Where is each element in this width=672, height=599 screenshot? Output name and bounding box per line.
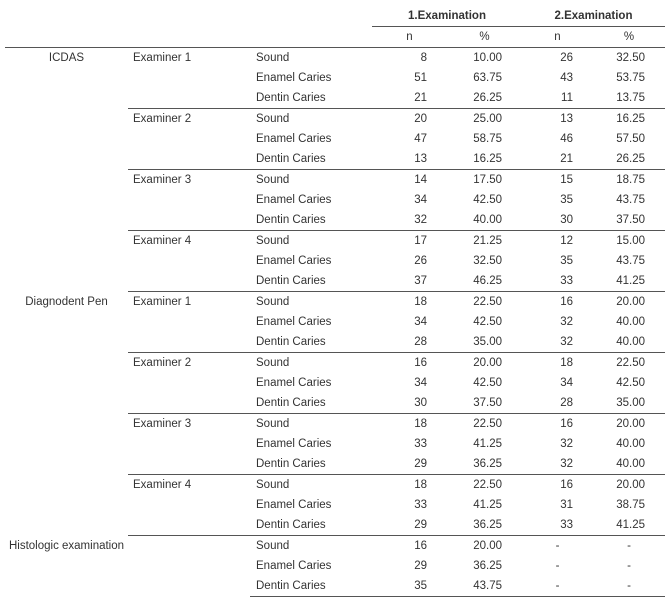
exam2-n-value: 33 bbox=[560, 275, 573, 287]
status-label: Enamel Caries bbox=[256, 316, 332, 328]
status-label: Sound bbox=[250, 536, 372, 557]
header-row-examinations bbox=[5, 5, 665, 27]
exam2-n-value: 26 bbox=[560, 52, 573, 64]
exam2-n-value: 28 bbox=[560, 397, 573, 409]
examiner-label: Examiner 3 bbox=[128, 414, 250, 475]
status-label: Enamel Caries bbox=[256, 194, 332, 206]
exam1-n-value: 18 bbox=[372, 475, 447, 496]
exam1-pct-value: 36.25 bbox=[473, 519, 502, 531]
exam1-pct-value: 10.00 bbox=[473, 52, 502, 64]
exam1-n-value: 51 bbox=[414, 72, 427, 84]
method-label: Histologic examination bbox=[8, 539, 125, 552]
exam1-pct-value: 63.75 bbox=[473, 72, 502, 84]
exam2-n-value: 34 bbox=[560, 377, 573, 389]
exam1-pct-value: 41.25 bbox=[473, 499, 502, 511]
status-label: Enamel Caries bbox=[256, 560, 332, 572]
status-label: Enamel Caries bbox=[256, 499, 332, 511]
exam1-n-value: 26 bbox=[414, 255, 427, 267]
header-empty-cell bbox=[128, 5, 250, 27]
exam2-pct-value: 41.25 bbox=[616, 275, 645, 287]
exam2-n-value: 35 bbox=[560, 255, 573, 267]
exam1-n-value: 17 bbox=[372, 231, 447, 252]
exam1-n-value: 16 bbox=[372, 353, 447, 374]
exam2-n-value: 32 bbox=[560, 316, 573, 328]
exam1-pct-value: 20.00 bbox=[447, 536, 522, 557]
status-label: Dentin Caries bbox=[256, 92, 326, 104]
method-label: ICDAS bbox=[48, 52, 85, 64]
exam2-n-value: 11 bbox=[561, 92, 573, 104]
exam2-n-value: 16 bbox=[522, 414, 593, 435]
exam1-pct-value: 21.25 bbox=[447, 231, 522, 252]
status-label: Sound bbox=[250, 292, 372, 313]
examiner-label: Examiner 1 bbox=[128, 292, 250, 353]
exam1-pct-value: 42.50 bbox=[473, 316, 502, 328]
header-n-exam1: n bbox=[372, 27, 447, 48]
table-header bbox=[5, 5, 665, 48]
exam1-n-value: 32 bbox=[414, 214, 427, 226]
exam2-pct-value: 53.75 bbox=[616, 72, 645, 84]
status-label: Sound bbox=[250, 109, 372, 130]
exam1-n-value: 47 bbox=[414, 133, 427, 145]
header-empty-cell bbox=[250, 27, 372, 48]
exam1-n-value: 29 bbox=[414, 458, 427, 470]
exam1-pct-value: 32.50 bbox=[473, 255, 502, 267]
status-label: Sound bbox=[250, 414, 372, 435]
exam1-n-value: 8 bbox=[420, 52, 427, 64]
status-label: Enamel Caries bbox=[256, 377, 332, 389]
status-label: Dentin Caries bbox=[256, 153, 326, 165]
exam1-n-value: 13 bbox=[414, 153, 427, 165]
exam1-n-value: 33 bbox=[414, 438, 427, 450]
exam2-n-value: 33 bbox=[560, 519, 573, 531]
status-label: Enamel Caries bbox=[256, 255, 332, 267]
exam2-n-value: 32 bbox=[560, 336, 573, 348]
header-empty-cell bbox=[5, 5, 128, 27]
exam2-pct-value: 57.50 bbox=[616, 133, 645, 145]
exam1-pct-value: 35.00 bbox=[473, 336, 502, 348]
exam2-pct-value: 40.00 bbox=[616, 458, 645, 470]
status-label: Enamel Caries bbox=[256, 72, 332, 84]
exam1-n-value: 33 bbox=[414, 499, 427, 511]
exam2-n-value: 21 bbox=[560, 153, 573, 165]
exam2-pct-value: 20.00 bbox=[593, 414, 665, 435]
exam1-pct-value: 22.50 bbox=[447, 475, 522, 496]
status-label: Dentin Caries bbox=[256, 397, 326, 409]
status-label: Dentin Caries bbox=[256, 336, 326, 348]
header-row-units bbox=[5, 27, 665, 48]
exam2-pct-value: 15.00 bbox=[593, 231, 665, 252]
examiner-label: Examiner 4 bbox=[128, 475, 250, 536]
examiner-label: Examiner 3 bbox=[128, 170, 250, 231]
exam2-pct-value: 35.00 bbox=[616, 397, 645, 409]
exam2-n-value: - bbox=[522, 536, 593, 557]
status-label: Dentin Caries bbox=[256, 214, 326, 226]
exam2-pct-value: 43.75 bbox=[616, 255, 645, 267]
exam1-n-value: 35 bbox=[372, 576, 447, 597]
exam2-pct-value: 42.50 bbox=[616, 377, 645, 389]
exam2-n-value: - bbox=[522, 576, 593, 597]
exam1-n-value: 18 bbox=[372, 292, 447, 313]
exam1-n-value: 14 bbox=[372, 170, 447, 191]
exam1-pct-value: 42.50 bbox=[473, 194, 502, 206]
exam1-pct-value: 25.00 bbox=[447, 109, 522, 130]
exam2-pct-value: 40.00 bbox=[616, 316, 645, 328]
exam2-n-value: 13 bbox=[522, 109, 593, 130]
status-label: Dentin Caries bbox=[250, 576, 372, 597]
status-label: Sound bbox=[250, 170, 372, 191]
examiner-label bbox=[128, 536, 250, 597]
status-label: Sound bbox=[250, 231, 372, 252]
exam2-pct-value: 37.50 bbox=[616, 214, 645, 226]
exam1-pct-value: 43.75 bbox=[447, 576, 522, 597]
status-label: Dentin Caries bbox=[256, 275, 326, 287]
exam2-n-value: - bbox=[555, 560, 560, 572]
exam1-pct-value: 22.50 bbox=[447, 414, 522, 435]
exam2-pct-value: 20.00 bbox=[593, 292, 665, 313]
header-empty-cell bbox=[128, 27, 250, 48]
header-exam2: 2.Examination bbox=[522, 5, 665, 27]
header-pct-exam2: % bbox=[593, 27, 665, 48]
table-row bbox=[5, 536, 665, 557]
exam1-pct-value: 26.25 bbox=[473, 92, 502, 104]
status-label: Enamel Caries bbox=[256, 438, 332, 450]
exam2-pct-value: 18.75 bbox=[593, 170, 665, 191]
exam2-pct-value: 40.00 bbox=[616, 438, 645, 450]
exam2-n-value: 43 bbox=[560, 72, 573, 84]
exam1-n-value: 30 bbox=[414, 397, 427, 409]
exam2-pct-value: 38.75 bbox=[616, 499, 645, 511]
exam2-n-value: 18 bbox=[522, 353, 593, 374]
examiner-label: Examiner 1 bbox=[133, 52, 192, 64]
table-row bbox=[5, 292, 665, 313]
exam2-n-value: 35 bbox=[560, 194, 573, 206]
status-label: Sound bbox=[250, 353, 372, 374]
method-label: Diagnodent Pen bbox=[25, 295, 108, 308]
exam1-pct-value: 37.50 bbox=[473, 397, 502, 409]
header-empty-cell bbox=[5, 27, 128, 48]
exam1-n-value: 34 bbox=[414, 377, 427, 389]
table-body bbox=[5, 48, 665, 597]
exam2-pct-value: 16.25 bbox=[593, 109, 665, 130]
exam1-n-value: 16 bbox=[372, 536, 447, 557]
exam1-pct-value: 16.25 bbox=[473, 153, 502, 165]
examiner-label: Examiner 4 bbox=[128, 231, 250, 292]
header-pct-exam1: % bbox=[447, 27, 522, 48]
status-label: Sound bbox=[250, 475, 372, 496]
exam1-n-value: 18 bbox=[372, 414, 447, 435]
exam1-n-value: 29 bbox=[414, 519, 427, 531]
header-exam1: 1.Examination bbox=[372, 5, 522, 27]
exam1-n-value: 21 bbox=[414, 92, 427, 104]
exam2-n-value: 15 bbox=[522, 170, 593, 191]
exam2-pct-value: 26.25 bbox=[616, 153, 645, 165]
exam2-n-value: 16 bbox=[522, 292, 593, 313]
exam1-pct-value: 42.50 bbox=[473, 377, 502, 389]
exam2-n-value: 12 bbox=[522, 231, 593, 252]
exam2-n-value: 30 bbox=[560, 214, 573, 226]
exam1-n-value: 34 bbox=[414, 316, 427, 328]
exam2-pct-value: 32.50 bbox=[616, 52, 645, 64]
exam2-n-value: 31 bbox=[560, 499, 573, 511]
caries-results-table bbox=[5, 5, 665, 597]
header-n-exam2: n bbox=[522, 27, 593, 48]
exam2-pct-value: 22.50 bbox=[593, 353, 665, 374]
status-label: Dentin Caries bbox=[256, 458, 326, 470]
exam1-pct-value: 36.25 bbox=[473, 458, 502, 470]
exam1-pct-value: 58.75 bbox=[473, 133, 502, 145]
exam2-pct-value: 20.00 bbox=[593, 475, 665, 496]
exam2-pct-value: 43.75 bbox=[616, 194, 645, 206]
header-empty-cell bbox=[250, 5, 372, 27]
exam2-pct-value: - bbox=[593, 536, 665, 557]
exam1-pct-value: 20.00 bbox=[447, 353, 522, 374]
exam1-n-value: 37 bbox=[414, 275, 427, 287]
exam1-n-value: 29 bbox=[414, 560, 427, 572]
exam1-pct-value: 41.25 bbox=[473, 438, 502, 450]
status-label: Dentin Caries bbox=[256, 519, 326, 531]
exam2-pct-value: 41.25 bbox=[616, 519, 645, 531]
exam2-n-value: 32 bbox=[560, 458, 573, 470]
table-row bbox=[5, 48, 665, 69]
exam2-n-value: 16 bbox=[522, 475, 593, 496]
exam2-pct-value: 13.75 bbox=[616, 92, 645, 104]
examiner-label: Examiner 2 bbox=[128, 109, 250, 170]
exam1-n-value: 28 bbox=[414, 336, 427, 348]
exam1-n-value: 20 bbox=[372, 109, 447, 130]
exam2-pct-value: - bbox=[593, 576, 665, 597]
exam1-pct-value: 22.50 bbox=[447, 292, 522, 313]
status-label: Enamel Caries bbox=[256, 133, 332, 145]
exam2-n-value: 32 bbox=[560, 438, 573, 450]
exam2-n-value: 46 bbox=[560, 133, 573, 145]
exam2-pct-value: 40.00 bbox=[616, 336, 645, 348]
examiner-label: Examiner 2 bbox=[128, 353, 250, 414]
exam1-n-value: 34 bbox=[414, 194, 427, 206]
exam1-pct-value: 40.00 bbox=[473, 214, 502, 226]
exam1-pct-value: 36.25 bbox=[473, 560, 502, 572]
exam1-pct-value: 17.50 bbox=[447, 170, 522, 191]
status-label: Sound bbox=[256, 52, 290, 64]
exam2-pct-value: - bbox=[627, 560, 631, 572]
exam1-pct-value: 46.25 bbox=[473, 275, 502, 287]
